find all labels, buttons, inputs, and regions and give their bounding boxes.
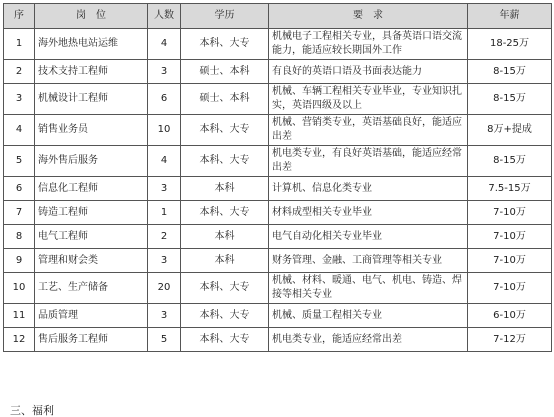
header-position: 岗 位	[35, 4, 148, 29]
cell-position: 电气工程师	[35, 225, 148, 249]
table-row	[4, 29, 552, 60]
cell-count: 3	[148, 304, 181, 328]
cell-position: 工艺、生产储备	[35, 273, 148, 304]
header-index: 序	[4, 4, 35, 29]
cell-index: 5	[4, 146, 35, 177]
cell-education: 硕士、本科	[181, 60, 269, 84]
cell-salary: 8-15万	[468, 84, 552, 115]
cell-education: 本科	[181, 225, 269, 249]
cell-salary: 18-25万	[468, 29, 552, 60]
cell-count: 3	[148, 60, 181, 84]
cell-salary: 8-15万	[468, 60, 552, 84]
cell-salary: 7.5-15万	[468, 177, 552, 201]
cell-index: 12	[4, 328, 35, 352]
table-row	[4, 249, 552, 273]
cell-salary: 7-10万	[468, 249, 552, 273]
table-row	[4, 115, 552, 146]
section-heading-partial: 三、福利	[10, 404, 54, 417]
cell-position: 机械设计工程师	[35, 84, 148, 115]
cell-count: 4	[148, 29, 181, 60]
table-row	[4, 60, 552, 84]
cell-position: 技术支持工程师	[35, 60, 148, 84]
cell-index: 6	[4, 177, 35, 201]
table-header	[4, 4, 552, 29]
cell-requirement: 电气自动化相关专业毕业	[269, 225, 468, 249]
table-row	[4, 201, 552, 225]
cell-index: 3	[4, 84, 35, 115]
cell-position: 铸造工程师	[35, 201, 148, 225]
cell-count: 3	[148, 249, 181, 273]
table-row	[4, 146, 552, 177]
cell-requirement: 机械、车辆工程相关专业毕业，专业知识扎实，英语四级及以上	[269, 84, 468, 115]
header-requirement: 要 求	[269, 4, 468, 29]
cell-index: 2	[4, 60, 35, 84]
cell-requirement: 机械、材料、暖通、电气、机电、铸造、焊接等相关专业	[269, 273, 468, 304]
cell-education: 本科、大专	[181, 115, 269, 146]
cell-index: 11	[4, 304, 35, 328]
cell-index: 9	[4, 249, 35, 273]
header-salary: 年薪	[468, 4, 552, 29]
cell-count: 2	[148, 225, 181, 249]
cell-position: 品质管理	[35, 304, 148, 328]
cell-position: 销售业务员	[35, 115, 148, 146]
cell-education: 硕士、本科	[181, 84, 269, 115]
table-row	[4, 328, 552, 352]
cell-index: 8	[4, 225, 35, 249]
header-education: 学历	[181, 4, 269, 29]
table-row	[4, 304, 552, 328]
cell-position: 售后服务工程师	[35, 328, 148, 352]
cell-count: 3	[148, 177, 181, 201]
recruitment-table	[3, 3, 552, 352]
cell-index: 10	[4, 273, 35, 304]
cell-index: 1	[4, 29, 35, 60]
cell-requirement: 机电类专业，有良好英语基础，能适应经常出差	[269, 146, 468, 177]
cell-count: 1	[148, 201, 181, 225]
header-count: 人数	[148, 4, 181, 29]
cell-count: 10	[148, 115, 181, 146]
cell-count: 5	[148, 328, 181, 352]
cell-index: 7	[4, 201, 35, 225]
table-row	[4, 84, 552, 115]
cell-education: 本科、大专	[181, 29, 269, 60]
cell-position: 管理和财会类	[35, 249, 148, 273]
cell-requirement: 财务管理、金融、工商管理等相关专业	[269, 249, 468, 273]
cell-salary: 8万+提成	[468, 115, 552, 146]
cell-education: 本科、大专	[181, 304, 269, 328]
cell-position: 信息化工程师	[35, 177, 148, 201]
cell-requirement: 机电类专业，能适应经常出差	[269, 328, 468, 352]
table-row	[4, 273, 552, 304]
cell-count: 20	[148, 273, 181, 304]
cell-requirement: 计算机、信息化类专业	[269, 177, 468, 201]
cell-education: 本科、大专	[181, 201, 269, 225]
cell-salary: 8-15万	[468, 146, 552, 177]
header-row	[4, 4, 552, 29]
cell-salary: 7-12万	[468, 328, 552, 352]
table-row	[4, 177, 552, 201]
cell-requirement: 机械电子工程相关专业，具备英语口语交流能力，能适应较长期国外工作	[269, 29, 468, 60]
cell-requirement: 有良好的英语口语及书面表达能力	[269, 60, 468, 84]
cell-count: 6	[148, 84, 181, 115]
cell-education: 本科、大专	[181, 273, 269, 304]
cell-salary: 7-10万	[468, 201, 552, 225]
cell-education: 本科、大专	[181, 146, 269, 177]
cell-count: 4	[148, 146, 181, 177]
cell-salary: 7-10万	[468, 225, 552, 249]
cell-salary: 7-10万	[468, 273, 552, 304]
cell-salary: 6-10万	[468, 304, 552, 328]
cell-requirement: 机械、营销类专业，英语基础良好，能适应出差	[269, 115, 468, 146]
cell-position: 海外地热电站运维	[35, 29, 148, 60]
cell-requirement: 机械、质量工程相关专业	[269, 304, 468, 328]
cell-education: 本科	[181, 249, 269, 273]
cell-index: 4	[4, 115, 35, 146]
table-body	[4, 29, 552, 352]
cell-requirement: 材料成型相关专业毕业	[269, 201, 468, 225]
cell-education: 本科、大专	[181, 328, 269, 352]
cell-position: 海外售后服务	[35, 146, 148, 177]
table-row	[4, 225, 552, 249]
cell-education: 本科	[181, 177, 269, 201]
